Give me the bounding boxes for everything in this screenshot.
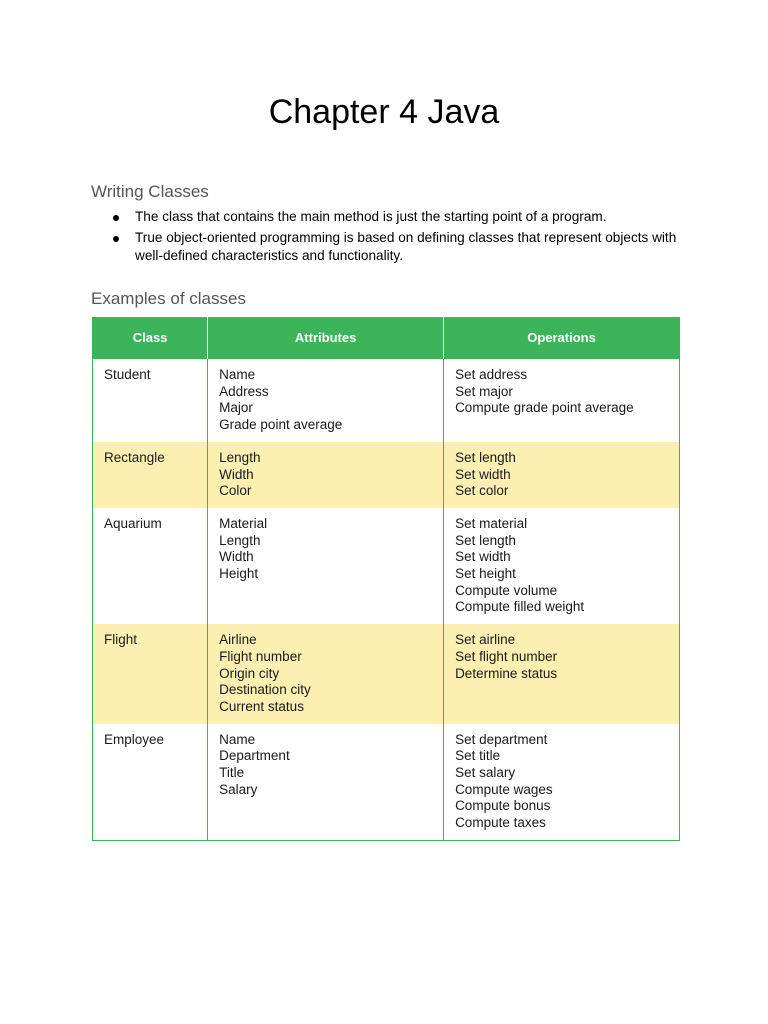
cell-attributes bbox=[208, 624, 444, 724]
operation-item: Set width bbox=[455, 466, 511, 482]
table-body bbox=[93, 359, 680, 840]
operation-item: Compute filled weight bbox=[455, 599, 585, 615]
table-header-row bbox=[93, 317, 680, 359]
attribute-item: Flight number bbox=[219, 648, 302, 664]
table-row bbox=[93, 359, 680, 442]
table-row bbox=[93, 442, 680, 508]
cell-attributes bbox=[208, 508, 444, 624]
operation-item: Set material bbox=[455, 515, 528, 531]
section-heading-examples-of-classes: Examples of classes bbox=[91, 289, 246, 308]
attribute-item: Width bbox=[219, 466, 254, 482]
bullet-icon bbox=[113, 215, 119, 221]
attribute-item: Salary bbox=[219, 781, 258, 797]
attribute-item: Color bbox=[219, 483, 252, 499]
operation-item: Set color bbox=[455, 483, 509, 499]
operation-item: Determine status bbox=[455, 665, 558, 681]
cell-class-name: Employee bbox=[93, 724, 208, 841]
attribute-item: Destination city bbox=[219, 682, 311, 698]
attribute-item: Address bbox=[219, 383, 269, 399]
cell-operations bbox=[444, 508, 680, 624]
operation-item: Compute volume bbox=[455, 582, 558, 598]
attribute-item: Current status bbox=[219, 698, 304, 714]
cell-operations bbox=[444, 442, 680, 508]
operation-item: Compute grade point average bbox=[455, 400, 634, 416]
list-item bbox=[91, 208, 681, 227]
attribute-item: Department bbox=[219, 748, 290, 764]
cell-class-name: Student bbox=[93, 359, 208, 442]
cell-attributes bbox=[208, 724, 444, 841]
operation-item: Set airline bbox=[455, 632, 516, 648]
bullet-icon bbox=[113, 236, 119, 242]
attribute-item: Material bbox=[219, 515, 268, 531]
attribute-item: Height bbox=[219, 566, 259, 582]
attribute-item: Name bbox=[219, 731, 256, 747]
table-row bbox=[93, 508, 680, 624]
cell-class-name: Aquarium bbox=[93, 508, 208, 624]
operation-item: Set major bbox=[455, 383, 513, 399]
operation-item: Set salary bbox=[455, 765, 516, 781]
bullet-list bbox=[91, 208, 681, 268]
operation-item: Set flight number bbox=[455, 648, 558, 664]
cell-operations bbox=[444, 724, 680, 841]
cell-class-name: Rectangle bbox=[93, 442, 208, 508]
operation-item: Set title bbox=[455, 748, 501, 764]
attribute-item: Grade point average bbox=[219, 417, 343, 433]
cell-operations bbox=[444, 359, 680, 442]
operation-item: Set length bbox=[455, 532, 516, 548]
operation-item: Set department bbox=[455, 731, 548, 747]
classes-table bbox=[92, 317, 680, 841]
operation-item: Compute wages bbox=[455, 781, 553, 797]
operation-item: Set address bbox=[455, 367, 528, 382]
column-header-class: Class bbox=[93, 317, 208, 359]
section-heading-writing-classes: Writing Classes bbox=[91, 182, 209, 201]
operation-item: Set height bbox=[455, 566, 516, 582]
operation-item: Compute taxes bbox=[455, 815, 546, 831]
attribute-item: Name bbox=[219, 367, 256, 382]
table-row bbox=[93, 624, 680, 724]
attribute-item: Airline bbox=[219, 632, 257, 648]
cell-attributes bbox=[208, 359, 444, 442]
column-header-operations: Operations bbox=[444, 317, 680, 359]
list-item bbox=[91, 229, 681, 266]
attribute-item: Title bbox=[219, 765, 245, 781]
operation-item: Set width bbox=[455, 549, 511, 565]
attribute-item: Width bbox=[219, 549, 254, 565]
table-row bbox=[93, 724, 680, 841]
operation-item: Set length bbox=[455, 449, 516, 465]
cell-class-name: Flight bbox=[93, 624, 208, 724]
operation-item: Compute bonus bbox=[455, 798, 551, 814]
attribute-item: Major bbox=[219, 400, 253, 416]
cell-operations bbox=[444, 624, 680, 724]
attribute-item: Length bbox=[219, 449, 261, 465]
bullet-text: True object-oriented programming is based on defining classes that represent objects with well-defined characteristics and functionality. bbox=[135, 229, 677, 263]
attribute-item: Origin city bbox=[219, 665, 280, 681]
page-title: Chapter 4 Java bbox=[268, 93, 500, 131]
column-header-attributes: Attributes bbox=[208, 317, 444, 359]
bullet-text: The class that contains the main method is just the starting point of a program. bbox=[135, 209, 607, 224]
cell-attributes bbox=[208, 442, 444, 508]
attribute-item: Length bbox=[219, 532, 261, 548]
